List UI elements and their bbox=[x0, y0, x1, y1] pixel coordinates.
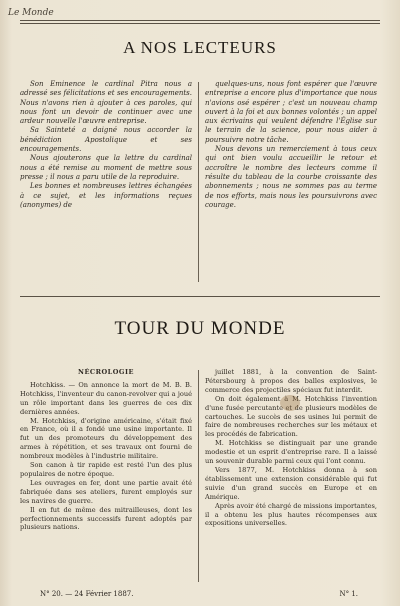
paragraph: M. Hotchkiss se distinguait par une grande modestie et un esprit d'entreprise rare. Il a laissé un souvenir durable parmi ceux qui l'ont connu. bbox=[205, 439, 377, 466]
section-rule bbox=[20, 296, 380, 297]
paragraph: Nous ajouterons que la lettre du cardinal nous a été remise au moment de mettre sous presse ; il nous a paru utile de la reproduire. bbox=[20, 154, 192, 181]
section-title-lecteurs: A NOS LECTEURS bbox=[123, 38, 277, 57]
section-label-necrologie: NÉCROLOGIE bbox=[78, 368, 134, 376]
paragraph: Son Éminence le cardinal Pitra nous a adressé ses félicitations et ses encouragements. Nous n'avons rien à ajouter à ces paroles, qui nous font un devoir de continuer avec une ardeur nouvelle l'œuvre entreprise. bbox=[20, 80, 192, 126]
paragraph: On doit également à M. Hotchkiss l'invention d'une fusée percutante et de plusieurs modèles de cartouches. Le succès de ses usines lui permit de faire de nombreuses recherches sur les métaux et les procédés de fabrication. bbox=[205, 394, 377, 439]
paragraph: juillet 1881, à la convention de Saint-Pétersbourg à propos des balles explosives, le commerce des projectiles spéciaux fut interdit. bbox=[205, 368, 377, 394]
paragraph: M. Hotchkiss, d'origine américaine, s'était fixé en France, où il a fondé une usine importante. Il fut un des promoteurs du développement des armes à répétition, et ses travaux ont fourni de nombreux modèles à l'industrie militaire. bbox=[20, 416, 192, 461]
paragraph: Hotchkiss. — On annonce la mort de M. B. B. Hotchkiss, l'inventeur du canon-revolver qui a joué un rôle important dans les guerres de ces dix dernières années. bbox=[20, 380, 192, 416]
paper-stain bbox=[280, 395, 300, 411]
paragraph: Les bonnes et nombreuses lettres échangées à ce sujet, et les informations reçues (anonymes) de bbox=[20, 182, 192, 209]
paragraph: Après avoir été chargé de missions importantes, il a obtenu les plus hautes récompenses aux expositions universelles. bbox=[205, 501, 377, 528]
paragraph: Sa Sainteté a daigné nous accorder la bénédiction Apostolique et ses encouragements. bbox=[20, 126, 192, 154]
paragraph: Nous devons un remerciement à tous ceux qui ont bien voulu accueillir le retour et accroître le nombre des lecteurs comme il résulte du tableau de la courbe croissante des abonnements ; nous ne sommes pas au terme de nos efforts, mais nous les poursuivrons avec courage. bbox=[205, 145, 377, 209]
tour-column-left bbox=[20, 368, 192, 586]
column-divider bbox=[198, 82, 199, 282]
top-rule bbox=[20, 20, 380, 21]
paragraph: Vers 1877, M. Hotchkiss donna à son établissement une extension considérable qui fut suivie d'un grand succès en Europe et en Amérique. bbox=[205, 465, 377, 501]
paragraph: Les ouvrages en fer, dont une partie avait été fabriquée dans ses ateliers, furent employés sur les navires de guerre. bbox=[20, 478, 192, 505]
paragraph: Son canon à tir rapide est resté l'un des plus populaires de notre époque. bbox=[20, 461, 192, 478]
footer-issue: N° 20. — 24 Février 1887. bbox=[40, 590, 134, 598]
section-title-tour: TOUR DU MONDE bbox=[114, 318, 286, 339]
footer-page-number: N° 1. bbox=[339, 590, 358, 598]
lecteurs-column-right bbox=[205, 80, 377, 285]
masthead: Le Monde bbox=[8, 8, 54, 18]
column-divider bbox=[198, 370, 199, 582]
top-rule-2 bbox=[20, 23, 380, 24]
lecteurs-column-left bbox=[20, 80, 192, 285]
paragraph: quelques-uns, nous font espérer que l'œuvre entreprise a encore plus d'importance que nous n'avions osé espérer ; c'est un nouveau champ ouvert à la foi et aux bonnes volontés ; un appel aux écrivains qui veulent défendre l'Église sur le terrain de la science, pour nous aider à poursuivre notre tâche. bbox=[205, 80, 377, 144]
paragraph: Il en fut de même des mitrailleuses, dont les perfectionnements successifs furent adoptés par plusieurs nations. bbox=[20, 505, 192, 532]
